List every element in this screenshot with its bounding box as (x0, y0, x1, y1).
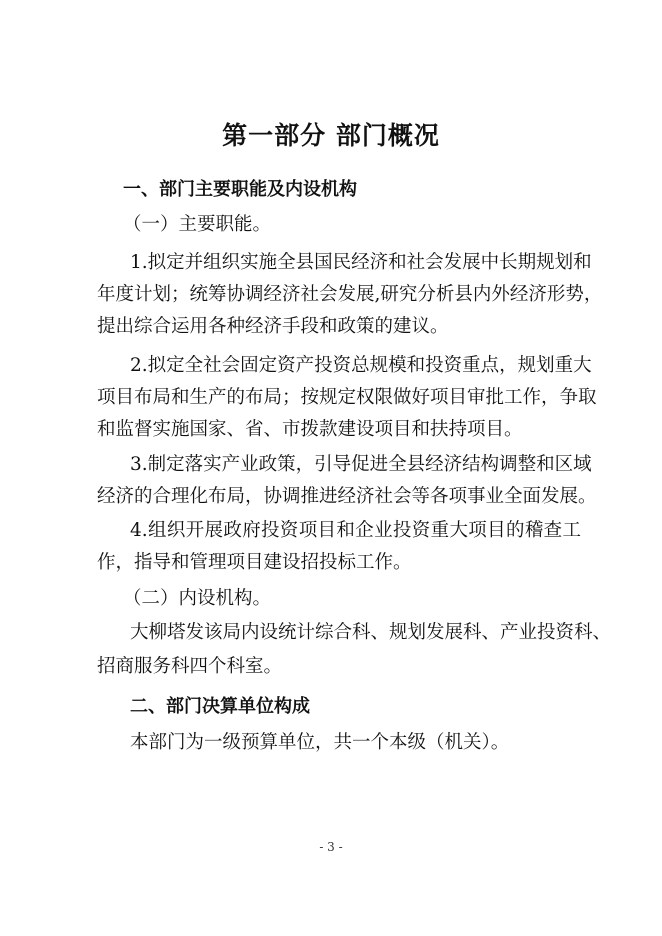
page-title: 第一部分 部门概况 (222, 121, 440, 150)
subheading-main-functions: （一）主要职能。 (123, 214, 272, 235)
item-2-line-3: 和监督实施国家、省、市拨款建设项目和扶持项目。 (97, 419, 523, 440)
org-line-1: 大柳塔发该局内设统计综合科、规划发展科、产业投资科、 (130, 622, 612, 643)
page-number: - 3 - (319, 840, 343, 854)
section-2-text: 本部门为一级预算单位，共一个本级（机关）。 (130, 732, 510, 753)
item-2-line-2: 项目布局和生产的布局；按规定权限做好项目审批工作，争取 (97, 387, 597, 408)
item-1-line-2: 年度计划；统筹协调经济社会发展,研究分析县内外经济形势， (97, 284, 603, 305)
section-heading-2: 二、部门决算单位构成 (130, 696, 310, 717)
item-2-line-1: 2.拟定全社会固定资产投资总规模和投资重点，规划重大 (130, 355, 592, 376)
item-4-line-2: 作，指导和管理项目建设招投标工作。 (97, 552, 412, 573)
section-heading-1: 一、部门主要职能及内设机构 (123, 179, 357, 200)
item-3-line-2: 经济的合理化布局，协调推进经济社会等各项事业全面发展。 (97, 486, 597, 507)
item-1-line-1: 1.拟定并组织实施全县国民经济和社会发展中长期规划和 (130, 252, 592, 273)
org-line-2: 招商服务科四个科室。 (97, 656, 283, 677)
item-4-line-1: 4.组织开展政府投资项目和企业投资重大项目的稽查工 (130, 520, 581, 541)
item-1-line-3: 提出综合运用各种经济手段和政策的建议。 (97, 316, 449, 337)
item-3-line-1: 3.制定落实产业政策，引导促进全县经济结构调整和区域 (130, 454, 592, 475)
subheading-internal-org: （二）内设机构。 (123, 588, 272, 609)
